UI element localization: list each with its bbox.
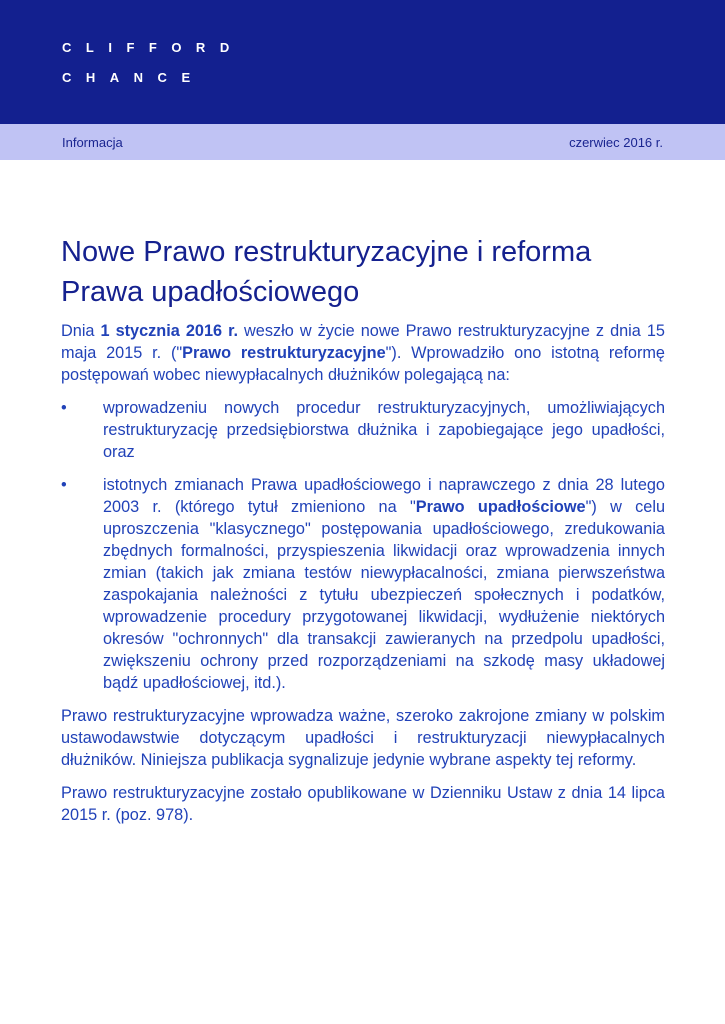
intro-text-2: weszło w życie nowe Prawo restrukturyzacyjne z dnia 15 maja 2015 r. (" xyxy=(61,322,665,362)
intro-paragraph xyxy=(61,320,665,386)
paragraph-scope: Prawo restrukturyzacyjne wprowadza ważne, szeroko zakrojone zmiany w polskim ustawodawstwie dotyczącym upadłości i restrukturyzacji niewypłacalnych dłużników. Niniejsza publikacja sygnalizuje jedynie wybrane aspekty tej reformy. xyxy=(61,707,665,769)
intro-text-1: Dnia xyxy=(61,322,101,340)
bullet-icon: • xyxy=(61,399,67,417)
list-item-text-1: istotnych zmianach Prawa upadłościowego i naprawczego z dnia 28 lutego 2003 r. (którego tytuł zmieniono na " xyxy=(103,476,665,516)
intro-text-3: "). Wprowadziło ono istotną reformę postępowań wobec niewypłacalnych dłużników polegającą na: xyxy=(61,344,665,384)
list-item-text-2: ") w celu uproszczenia "klasycznego" postępowania upadłościowego, zredukowania zbędnych formalności, przyspieszenia likwidacji oraz wprowadzenia innych zmian (takich jak zmiana testów niewypłacalności, zmiana pierwszeństwa zaspokajania należności z tytułu ubezpieczeń społecznych i podatków, wprowadzenie procedury przygotowanej likwidacji, wydłużenie niektórych okresów "ochronnych" dla transakcji zawieranych na przedpolu upadłości, zwiększeniu ochrony przed rozporządzeniami na szkodę masy układowej bądź upadłościowej, itd.). xyxy=(103,498,666,692)
logo-line-chance: CHANCE xyxy=(62,70,205,85)
intro-law-name-bold: Prawo restrukturyzacyjne xyxy=(182,344,386,362)
list-item-bold: Prawo upadłościowe xyxy=(415,498,586,516)
bullet-icon: • xyxy=(61,476,67,494)
reform-list xyxy=(61,397,665,694)
info-strip xyxy=(0,124,725,160)
intro-date-bold: 1 stycznia 2016 r. xyxy=(100,322,239,340)
paragraph-publication: Prawo restrukturyzacyjne zostało opublikowane w Dzienniku Ustaw z dnia 14 lipca 2015 r. (poz. 978). xyxy=(61,784,665,824)
document-body xyxy=(61,320,665,837)
header-banner xyxy=(0,0,725,124)
list-item xyxy=(61,397,665,463)
list-item xyxy=(61,474,665,694)
page-title: Nowe Prawo restrukturyzacyjne i reforma Prawa upadłościowego xyxy=(61,236,592,308)
list-item-text: wprowadzeniu nowych procedur restrukturyzacyjnych, umożliwiających restrukturyzację przedsiębiorstwa dłużnika i zapobiegające jego upadłości, oraz xyxy=(103,399,665,461)
document-date: czerwiec 2016 r. xyxy=(569,135,663,150)
logo-line-clifford: CLIFFORD xyxy=(62,40,244,55)
document-type-label: Informacja xyxy=(62,135,123,150)
